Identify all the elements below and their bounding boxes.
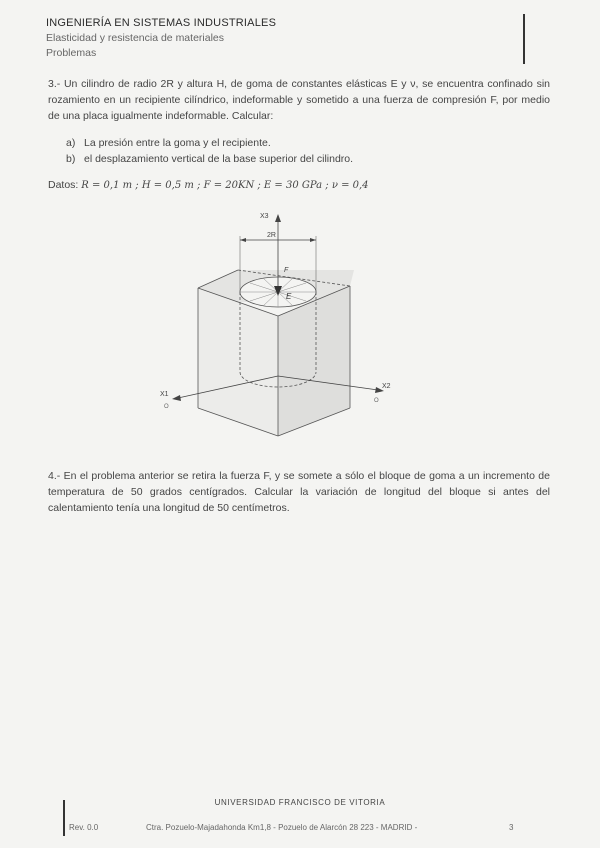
footer-rule	[63, 800, 65, 836]
x3-axis-label: X3	[260, 213, 269, 220]
box-right-face	[278, 286, 350, 436]
origin-label-left: O	[164, 404, 169, 410]
cylinder-figure	[150, 204, 410, 454]
footer-revision: Rev. 0.0	[69, 823, 99, 832]
footer-university: UNIVERSIDAD FRANCISCO DE VITORIA	[214, 798, 386, 807]
header-rule	[523, 14, 525, 64]
list-marker: b)	[66, 152, 76, 165]
data-label: Datos:	[48, 179, 79, 191]
list-item	[66, 136, 353, 152]
page-number: 3	[509, 823, 514, 832]
footer-address: Ctra. Pozuelo-Majadahonda Km1,8 - Pozuelo de Alarcón 28 223 - MADRID -	[146, 823, 418, 832]
origin-label-right: O	[374, 398, 379, 404]
problem-3-data	[48, 179, 369, 191]
box-left-face	[198, 288, 278, 436]
course-subtitle: Elasticidad y resistencia de materiales	[46, 32, 224, 44]
x2-axis-label: X2	[382, 383, 391, 390]
problem-4-statement: 4.- En el problema anterior se retira la fuerza F, y se somete a sólo el bloque de goma a un incremento de temperatura de 50 grados centígrados. Calcular la variación de longitud del bloque si antes del calentamiento tenía una longitud de 50 centímetros.	[48, 470, 550, 514]
course-title: INGENIERÍA EN SISTEMAS INDUSTRIALES	[46, 17, 277, 29]
problem-3-list	[66, 136, 353, 167]
document-header	[46, 16, 276, 61]
list-item-text: el desplazamiento vertical de la base superior del cilindro.	[84, 152, 354, 165]
list-item-text: La presión entre la goma y el recipiente.	[84, 137, 271, 149]
data-values: R = 0,1 m ; H = 0,5 m ; F = 20KN ; E = 30 GPa ; ν = 0,4	[81, 180, 369, 191]
force-label: F	[284, 267, 289, 274]
center-label: E	[286, 292, 292, 301]
dimension-label: 2R	[267, 232, 276, 239]
list-marker: a)	[66, 137, 76, 149]
problem-3-statement: 3.- Un cilindro de radio 2R y altura H, de goma de constantes elásticas E y ν, se encuentra confinado sin rozamiento en un recipiente cilíndrico, indeformable y sometido a una fuerza de compresión F, por medio de una placa igualmente indeformable. Calcular:	[48, 78, 550, 122]
x1-axis-label: X1	[160, 391, 169, 398]
list-item	[66, 152, 353, 168]
section-label: Problemas	[46, 47, 97, 59]
